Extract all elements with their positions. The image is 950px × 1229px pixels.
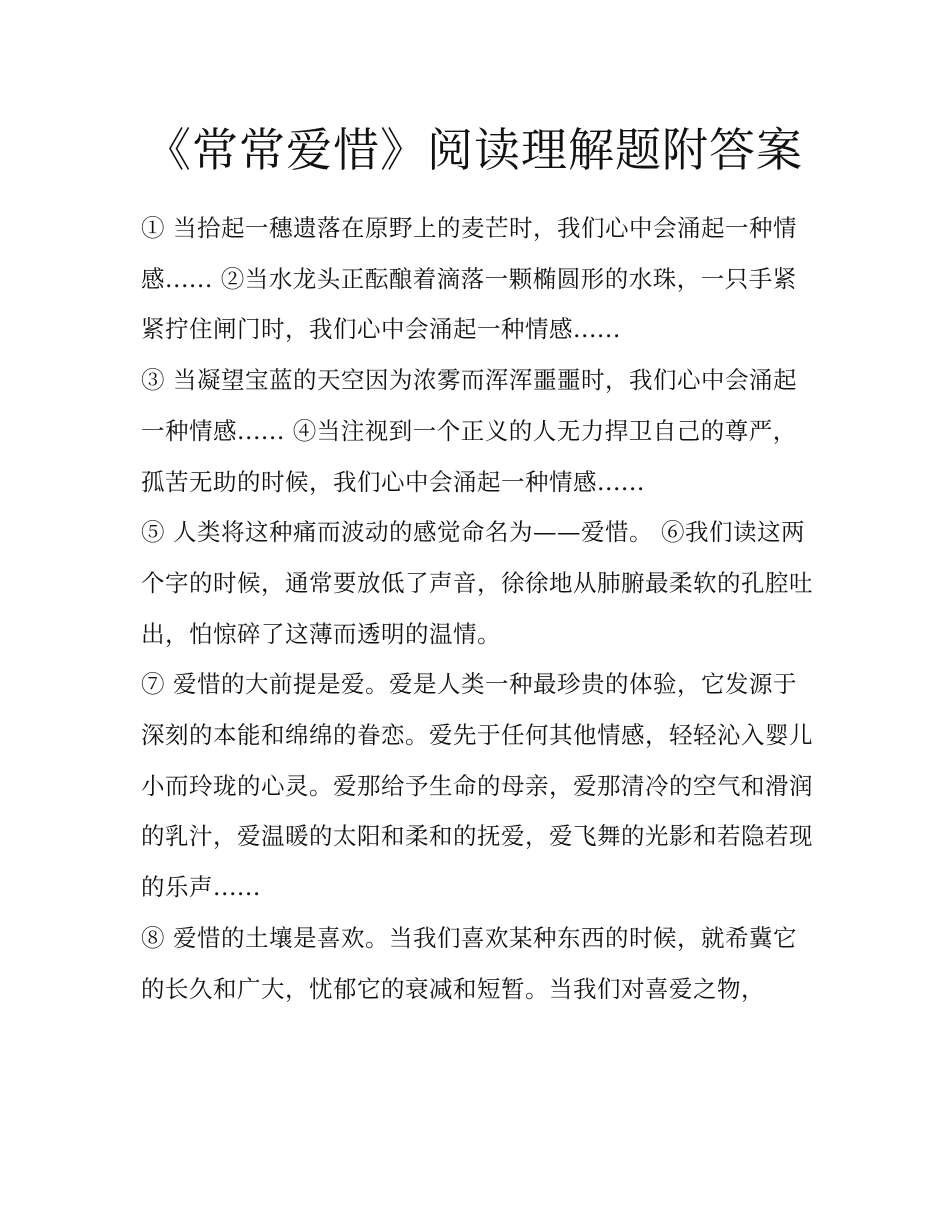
paragraph-2: ③ 当凝望宝蓝的天空因为浓雾而浑浑噩噩时，我们心中会涌起一种情感...... ④当注视到一个正义的人无力捍卫自己的尊严，孤苦无助的时候，我们心中会涌起一种情感...... <box>141 366 797 496</box>
paragraph-3: ⑤ 人类将这种痛而波动的感觉命名为——爱惜。 ⑥我们读这两个字的时候，通常要放低了声音，徐徐地从肺腑最柔软的孔腔吐出，怕惊碎了这薄而透明的温情。 <box>141 518 813 648</box>
document-page <box>141 112 813 1014</box>
document-title: 《常常爱惜》阅读理解题附答案 <box>145 123 803 177</box>
paragraph-5: ⑧ 爱惜的土壤是喜欢。当我们喜欢某种东西的时候，就希冀它的长久和广大，忧郁它的衰减和短暂。当我们对喜爱之物， <box>141 923 797 1003</box>
paragraph-4: ⑦ 爱惜的大前提是爱。爱是人类一种最珍贵的体验，它发源于深刻的本能和绵绵的眷恋。爱先于任何其他情感，轻轻沁入婴儿小而玲珑的心灵。爱那给予生命的母亲，爱那清冷的空气和滑润的乳汁，爱温暖的太阳和柔和的抚爱，爱飞舞的光影和若隐若现的乐声...... <box>141 670 813 902</box>
paragraph-1: ① 当拾起一穗遗落在原野上的麦芒时，我们心中会涌起一种情感...... ②当水龙头正酝酿着滴落一颗椭圆形的水珠，一只手紧紧拧住闸门时，我们心中会涌起一种情感...... <box>141 214 797 344</box>
